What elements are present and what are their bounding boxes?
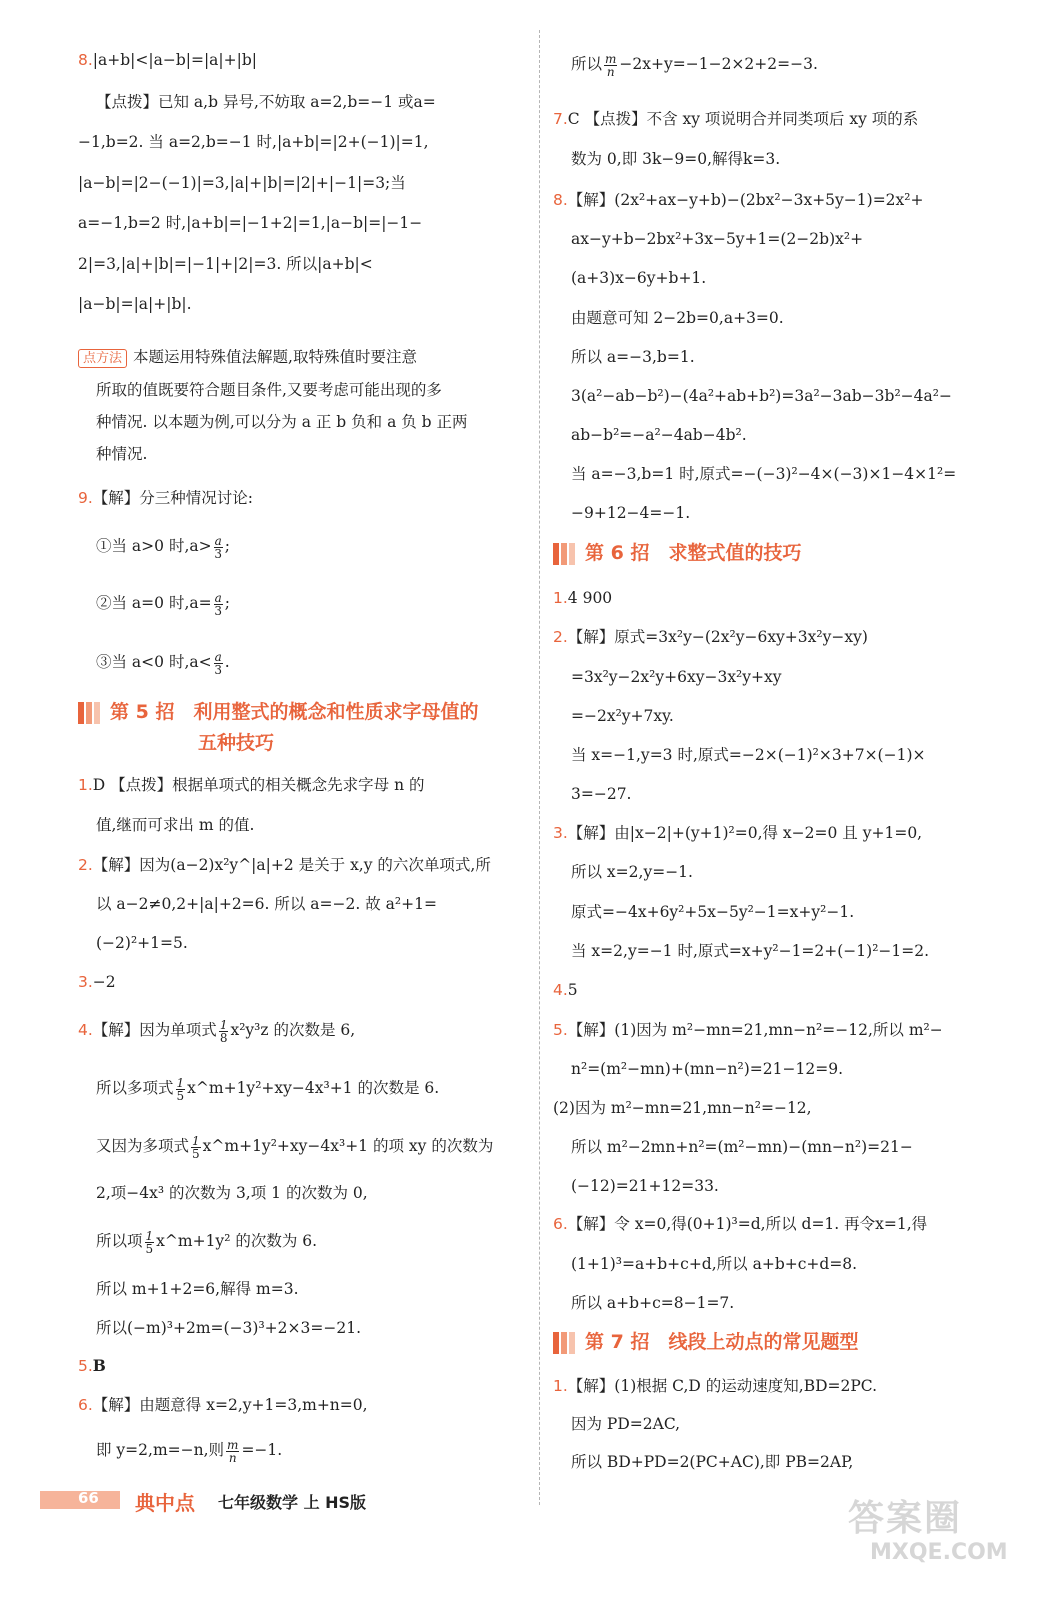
- fraction: $\frac{1}{5}$: [145, 1228, 154, 1256]
- section-bars-icon: [553, 539, 577, 569]
- section-7-title: 第 7 招 线段上动点的常见题型: [553, 1327, 998, 1358]
- s6-answer-2-line-3: =−2x²y+7xy.: [571, 707, 674, 725]
- fraction: $\frac{m}{n}$: [227, 1437, 239, 1465]
- page-number: 66: [78, 1489, 99, 1507]
- s6-answer-2-line-5: 3=−27.: [571, 785, 632, 803]
- answer-9: 9.【解】分三种情况讨论:: [78, 489, 254, 507]
- s5-answer-4-line-2: 所以多项式 $\frac{1}{5}$ x^m+1y²+xy−4x³+1 的次数是 6.: [96, 1075, 440, 1103]
- fraction: $\frac{a}{3}$: [214, 590, 222, 618]
- s6-answer-1: 1.4 900: [553, 589, 613, 607]
- answer-8-line-7: ab−b²=−a²−4ab−4b².: [571, 426, 747, 444]
- s6-answer-5: 5.【解】(1)因为 m²−mn=21,mn−n²=−12,所以 m²−: [553, 1021, 943, 1039]
- fraction: $\frac{1}{5}$: [176, 1075, 185, 1103]
- fraction: $\frac{1}{8}$: [219, 1017, 228, 1045]
- s6-answer-5-line-4: 所以 m²−2mn+n²=(m²−mn)−(mn−n²)=21−: [571, 1138, 913, 1156]
- s7-answer-1-line-3: 所以 BD+PD=2(PC+AC),即 PB=2AP,: [571, 1453, 854, 1471]
- answer-8-line-3: −1,b=2. 当 a=2,b=−1 时,|a+b|=|2+(−1)|=1,: [78, 133, 429, 151]
- answer-9-case-3: ③当 a<0 时,a< $\frac{a}{3}$ .: [96, 649, 230, 677]
- s5-answer-1-line-2: 值,继而可求出 m 的值.: [96, 816, 255, 834]
- s6-answer-4: 4.5: [553, 981, 578, 999]
- book-title: 七年级数学 上 HS版: [218, 1493, 367, 1512]
- answer-8-line-9: −9+12−4=−1.: [571, 504, 691, 522]
- answer-8-line-7: |a−b|=|a|+|b|.: [78, 295, 192, 313]
- fraction: $\frac{m}{n}$: [605, 51, 617, 79]
- s5-answer-1: 1.D 【点拨】根据单项式的相关概念先求字母 n 的: [78, 776, 425, 794]
- s6-answer-6: 6.【解】令 x=0,得(0+1)³=d,所以 d=1. 再令x=1,得: [553, 1215, 928, 1233]
- s6-answer-3-line-4: 当 x=2,y=−1 时,原式=x+y²−1=2+(−1)²−1=2.: [571, 942, 930, 960]
- fraction: $\frac{a}{3}$: [214, 649, 222, 677]
- s6-answer-3: 3.【解】由|x−2|+(y+1)²=0,得 x−2=0 且 y+1=0,: [553, 824, 923, 842]
- answer-8: 8.|a+b|<|a−b|=|a|+|b|: [78, 51, 257, 69]
- answer-9-case-2: ②当 a=0 时,a= $\frac{a}{3}$ ;: [96, 590, 230, 618]
- watermark-url: MXQE.COM: [870, 1540, 1008, 1565]
- s5-answer-4-line-4: 2,项−4x³ 的次数为 3,项 1 的次数为 0,: [96, 1184, 368, 1202]
- s5-answer-2-line-2: 以 a−2≠0,2+|a|+2=6. 所以 a=−2. 故 a²+1=: [96, 895, 437, 913]
- s6-answer-3-line-2: 所以 x=2,y=−1.: [571, 863, 693, 881]
- s5-answer-4-line-6: 所以 m+1+2=6,解得 m=3.: [96, 1280, 299, 1298]
- s5-answer-3: 3.−2: [78, 973, 116, 991]
- s5-answer-5: 5.B: [78, 1356, 106, 1375]
- s7-answer-1: 1.【解】(1)根据 C,D 的运动速度知,BD=2PC.: [553, 1377, 878, 1395]
- s6-answer-5-line-3: (2)因为 m²−mn=21,mn−n²=−12,: [553, 1099, 812, 1117]
- s7-answer-1-line-2: 因为 PD=2AC,: [571, 1415, 681, 1433]
- section-bars-icon: [78, 698, 102, 728]
- s6-answer-2: 2.【解】原式=3x²y−(2x²y−6xy+3x²y−xy): [553, 628, 868, 646]
- method-tip-line-3: 种情况. 以本题为例,可以分为 a 正 b 负和 a 负 b 正两: [96, 413, 468, 431]
- column-divider: [539, 30, 540, 1505]
- answer-8-line-5: a=−1,b=2 时,|a+b|=|−1+2|=1,|a−b|=|−1−: [78, 214, 423, 232]
- answer-8-line-6: 3(a²−ab−b²)−(4a²+ab+b²)=3a²−3ab−3b²−4a²−: [571, 387, 952, 405]
- s5-answer-6: 6.【解】由题意得 x=2,y+1=3,m+n=0,: [78, 1396, 368, 1414]
- answer-8-line-4: |a−b|=|2−(−1)|=3,|a|+|b|=|2|+|−1|=3;当: [78, 174, 406, 192]
- fraction: $\frac{a}{3}$: [214, 533, 222, 561]
- answer-9-case-1: ①当 a>0 时,a> $\frac{a}{3}$ ;: [96, 533, 230, 561]
- s6-answer-3-line-3: 原式=−4x+6y²+5x−5y²−1=x+y²−1.: [571, 903, 855, 921]
- s5-answer-4-line-5: 所以项 $\frac{1}{5}$ x^m+1y² 的次数为 6.: [96, 1228, 318, 1256]
- answer-8-line-2: ax−y+b−2bx²+3x−5y+1=(2−2b)x²+: [571, 230, 864, 248]
- s6-answer-5-line-2: n²=(m²−mn)+(mn−n²)=21−12=9.: [571, 1060, 843, 1078]
- answer-8-line-5: 所以 a=−3,b=1.: [571, 348, 695, 366]
- brand-logo: 典中点: [135, 1491, 195, 1515]
- answer-6-continued: 所以 $\frac{m}{n}$ −2x+y=−1−2×2+2=−3.: [571, 51, 818, 79]
- s5-answer-2-line-3: (−2)²+1=5.: [96, 934, 188, 952]
- section-5-title: 第 5 招 利用整式的概念和性质求字母值的: [78, 697, 523, 728]
- answer-7: 7.C 【点拨】不含 xy 项说明合并同类项后 xy 项的系: [553, 110, 919, 128]
- method-tip: 点方法 本题运用特殊值法解题,取特殊值时要注意: [78, 345, 523, 369]
- s5-answer-6-line-2: 即 y=2,m=−n,则 $\frac{m}{n}$ =−1.: [96, 1437, 283, 1465]
- answer-7-line-2: 数为 0,即 3k−9=0,解得k=3.: [571, 150, 781, 168]
- answer-8: 8.【解】(2x²+ax−y+b)−(2bx²−3x+5y−1)=2x²+: [553, 191, 924, 209]
- section-6-title: 第 6 招 求整式值的技巧: [553, 538, 998, 569]
- section-bars-icon: [553, 1328, 577, 1358]
- s5-answer-4-line-7: 所以(−m)³+2m=(−3)³+2×3=−21.: [96, 1319, 362, 1337]
- method-tip-line-4: 种情况.: [96, 445, 148, 463]
- answer-8-line-6: 2|=3,|a|+|b|=|−1|+|2|=3. 所以|a+b|<: [78, 255, 373, 273]
- s5-answer-4-line-3: 又因为多项式 $\frac{1}{5}$ x^m+1y²+xy−4x³+1 的项 xy 的次数为: [96, 1133, 494, 1161]
- section-5-title-line-2: 五种技巧: [198, 732, 275, 754]
- answer-8-line-2: 【点拨】已知 a,b 异号,不妨取 a=2,b=−1 或a=: [96, 93, 436, 111]
- s5-answer-2: 2.【解】因为(a−2)x²y^|a|+2 是关于 x,y 的六次单项式,所: [78, 856, 491, 874]
- s6-answer-6-line-2: (1+1)³=a+b+c+d,所以 a+b+c+d=8.: [571, 1255, 858, 1273]
- s6-answer-5-line-5: (−12)=21+12=33.: [571, 1177, 719, 1195]
- s6-answer-2-line-2: =3x²y−2x²y+6xy−3x²y+xy: [571, 668, 782, 686]
- watermark-logo: 答案圈: [848, 1498, 963, 1539]
- s6-answer-2-line-4: 当 x=−1,y=3 时,原式=−2×(−1)²×3+7×(−1)×: [571, 746, 926, 764]
- s6-answer-6-line-3: 所以 a+b+c=8−1=7.: [571, 1294, 735, 1312]
- method-tip-badge: 点方法: [78, 349, 127, 368]
- answer-8-line-8: 当 a=−3,b=1 时,原式=−(−3)²−4×(−3)×1−4×1²=: [571, 465, 957, 483]
- fraction: $\frac{1}{5}$: [192, 1133, 200, 1161]
- answer-8-line-4: 由题意可知 2−2b=0,a+3=0.: [571, 309, 784, 327]
- page-footer: [40, 1487, 370, 1513]
- method-tip-line-2: 所取的值既要符合题目条件,又要考虑可能出现的多: [96, 381, 442, 399]
- s5-answer-4: 4.【解】因为单项式 $\frac{1}{8}$ x²y³z 的次数是 6,: [78, 1017, 356, 1045]
- answer-8-line-3: (a+3)x−6y+b+1.: [571, 269, 707, 287]
